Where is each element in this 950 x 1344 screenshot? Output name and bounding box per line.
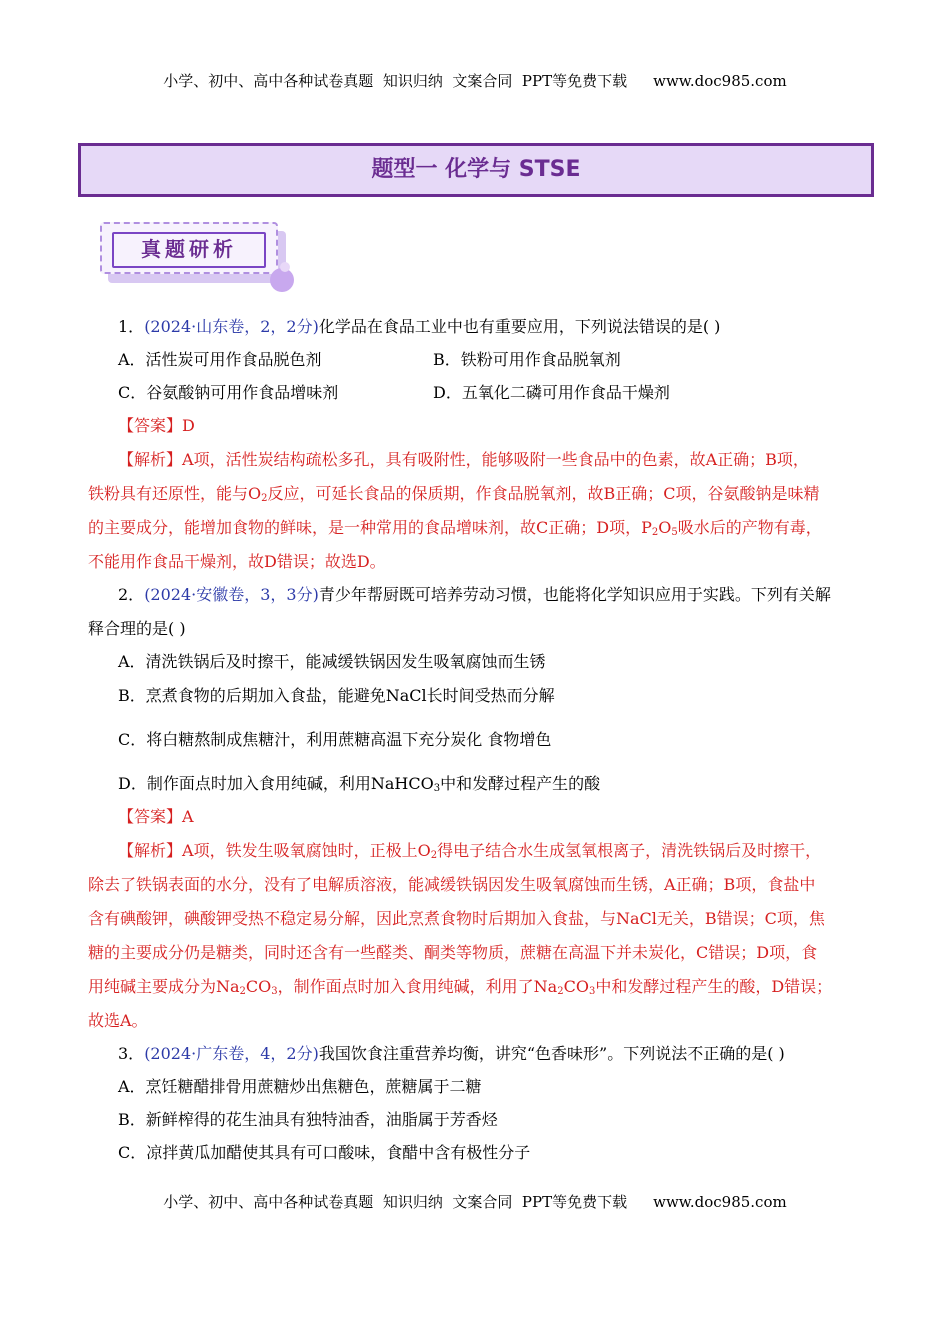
q2-source: (2024·安徽卷，3，3分) — [144, 585, 319, 604]
q2-option-d: D．制作面点时加入食用纯碱，利用NaHCO$_3$中和发酵过程产生的酸 — [118, 774, 601, 794]
q1-explanation-3: 的主要成分，能增加食物的鲜味，是一种常用的食品增味剂，故C正确；D项，$P_2O_5$吸水后的产物有毒， — [88, 518, 822, 538]
q3-option-a: A．烹饪糖醋排骨用蔗糖炒出焦糖色，蔗糖属于二糖 — [118, 1077, 482, 1096]
q2-option-a: A．清洗铁锅后及时擦干，能减缓铁锅因发生吸氧腐蚀而生锈 — [118, 652, 546, 671]
page-header — [0, 70, 950, 91]
q2-explanation-1: 【解析】A项，铁发生吸氧腐蚀时，正极上$O_2$得电子结合水生成氢氧根离子，清洗铁锅后及时擦干， — [118, 841, 822, 861]
badge-dot-small-icon — [280, 262, 290, 272]
q1-option-d: D．五氧化二磷可用作食品干燥剂 — [433, 383, 670, 402]
q1-explanation-4: 不能用作食品干燥剂，故D错误；故选D。 — [88, 552, 386, 571]
q2-explanation-4: 糖的主要成分仍是糖类，同时还含有一些醛类、酮类等物质，蔗糖在高温下并未炭化，C错误；D项，食 — [88, 943, 818, 962]
q3-option-b: B．新鲜榨得的花生油具有独特油香，油脂属于芳香烃 — [118, 1110, 498, 1129]
q1-stem: 1．(2024·山东卷，2，2分)化学品在食品工业中也有重要应用，下列说法错误的是( ) — [118, 317, 721, 336]
q2-explanation-5: 用纯碱主要成分为$Na_2CO_3$，制作面点时加入食用纯碱，利用了$Na_2CO_3$中和发酵过程产生的酸，D错误； — [88, 977, 833, 997]
section-title: 题型一 化学与 STSE — [78, 143, 874, 197]
q2-option-b: B．烹煮食物的后期加入食盐，能避免NaCl长时间受热而分解 — [118, 686, 555, 705]
q2-stem-2: 释合理的是( ) — [88, 619, 186, 638]
q3-stem: 3．(2024·广东卷，4，2分)我国饮食注重营养均衡，讲究“色香味形”。下列说法不正确的是( ) — [118, 1044, 785, 1063]
q1-answer: 【答案】D — [118, 416, 195, 435]
q2-explanation-2: 除去了铁锅表面的水分，没有了电解质溶液，能减缓铁锅因发生吸氧腐蚀而生锈，A正确；B项，食盐中 — [88, 875, 816, 894]
badge-label: 真题研析 — [112, 232, 266, 268]
q1-explanation-1: 【解析】A项，活性炭结构疏松多孔，具有吸附性，能够吸附一些食品中的色素，故A正确；B项， — [118, 450, 809, 469]
q3-source: (2024·广东卷，4，2分) — [144, 1044, 319, 1063]
q1-explanation-2: 铁粉具有还原性，能与$O_2$反应，可延长食品的保质期，作食品脱氧剂，故B正确；C项，谷氨酸钠是味精 — [88, 484, 820, 504]
footer-site[interactable]: www.doc985.com — [653, 1193, 787, 1211]
q2-option-c: C．将白糖熬制成焦糖汁，利用蔗糖高温下充分炭化 食物增色 — [118, 730, 552, 749]
page-footer — [0, 1191, 950, 1212]
badge-dot-icon — [270, 268, 294, 292]
q1-source: (2024·山东卷，2，2分) — [144, 317, 319, 336]
q2-explanation-6: 故选A。 — [88, 1011, 148, 1030]
q1-option-a: A．活性炭可用作食品脱色剂 — [118, 350, 322, 369]
q2-stem-1: 2．(2024·安徽卷，3，3分)青少年帮厨既可培养劳动习惯，也能将化学知识应用于实践。下列有关解 — [118, 585, 831, 604]
footer-text: 小学、初中、高中各种试卷真题 知识归纳 文案合同 PPT等免费下载 — [163, 1193, 628, 1211]
header-text: 小学、初中、高中各种试卷真题 知识归纳 文案合同 PPT等免费下载 — [163, 72, 628, 90]
q1-option-b: B．铁粉可用作食品脱氧剂 — [433, 350, 621, 369]
q1-option-c: C．谷氨酸钠可用作食品增味剂 — [118, 383, 339, 402]
header-site[interactable]: www.doc985.com — [653, 72, 787, 90]
q2-answer: 【答案】A — [118, 807, 194, 826]
q2-explanation-3: 含有碘酸钾，碘酸钾受热不稳定易分解，因此烹煮食物时后期加入食盐，与NaCl无关，B错误；C项，焦 — [88, 909, 825, 928]
q3-option-c: C．凉拌黄瓜加醋使其具有可口酸味，食醋中含有极性分子 — [118, 1143, 531, 1162]
